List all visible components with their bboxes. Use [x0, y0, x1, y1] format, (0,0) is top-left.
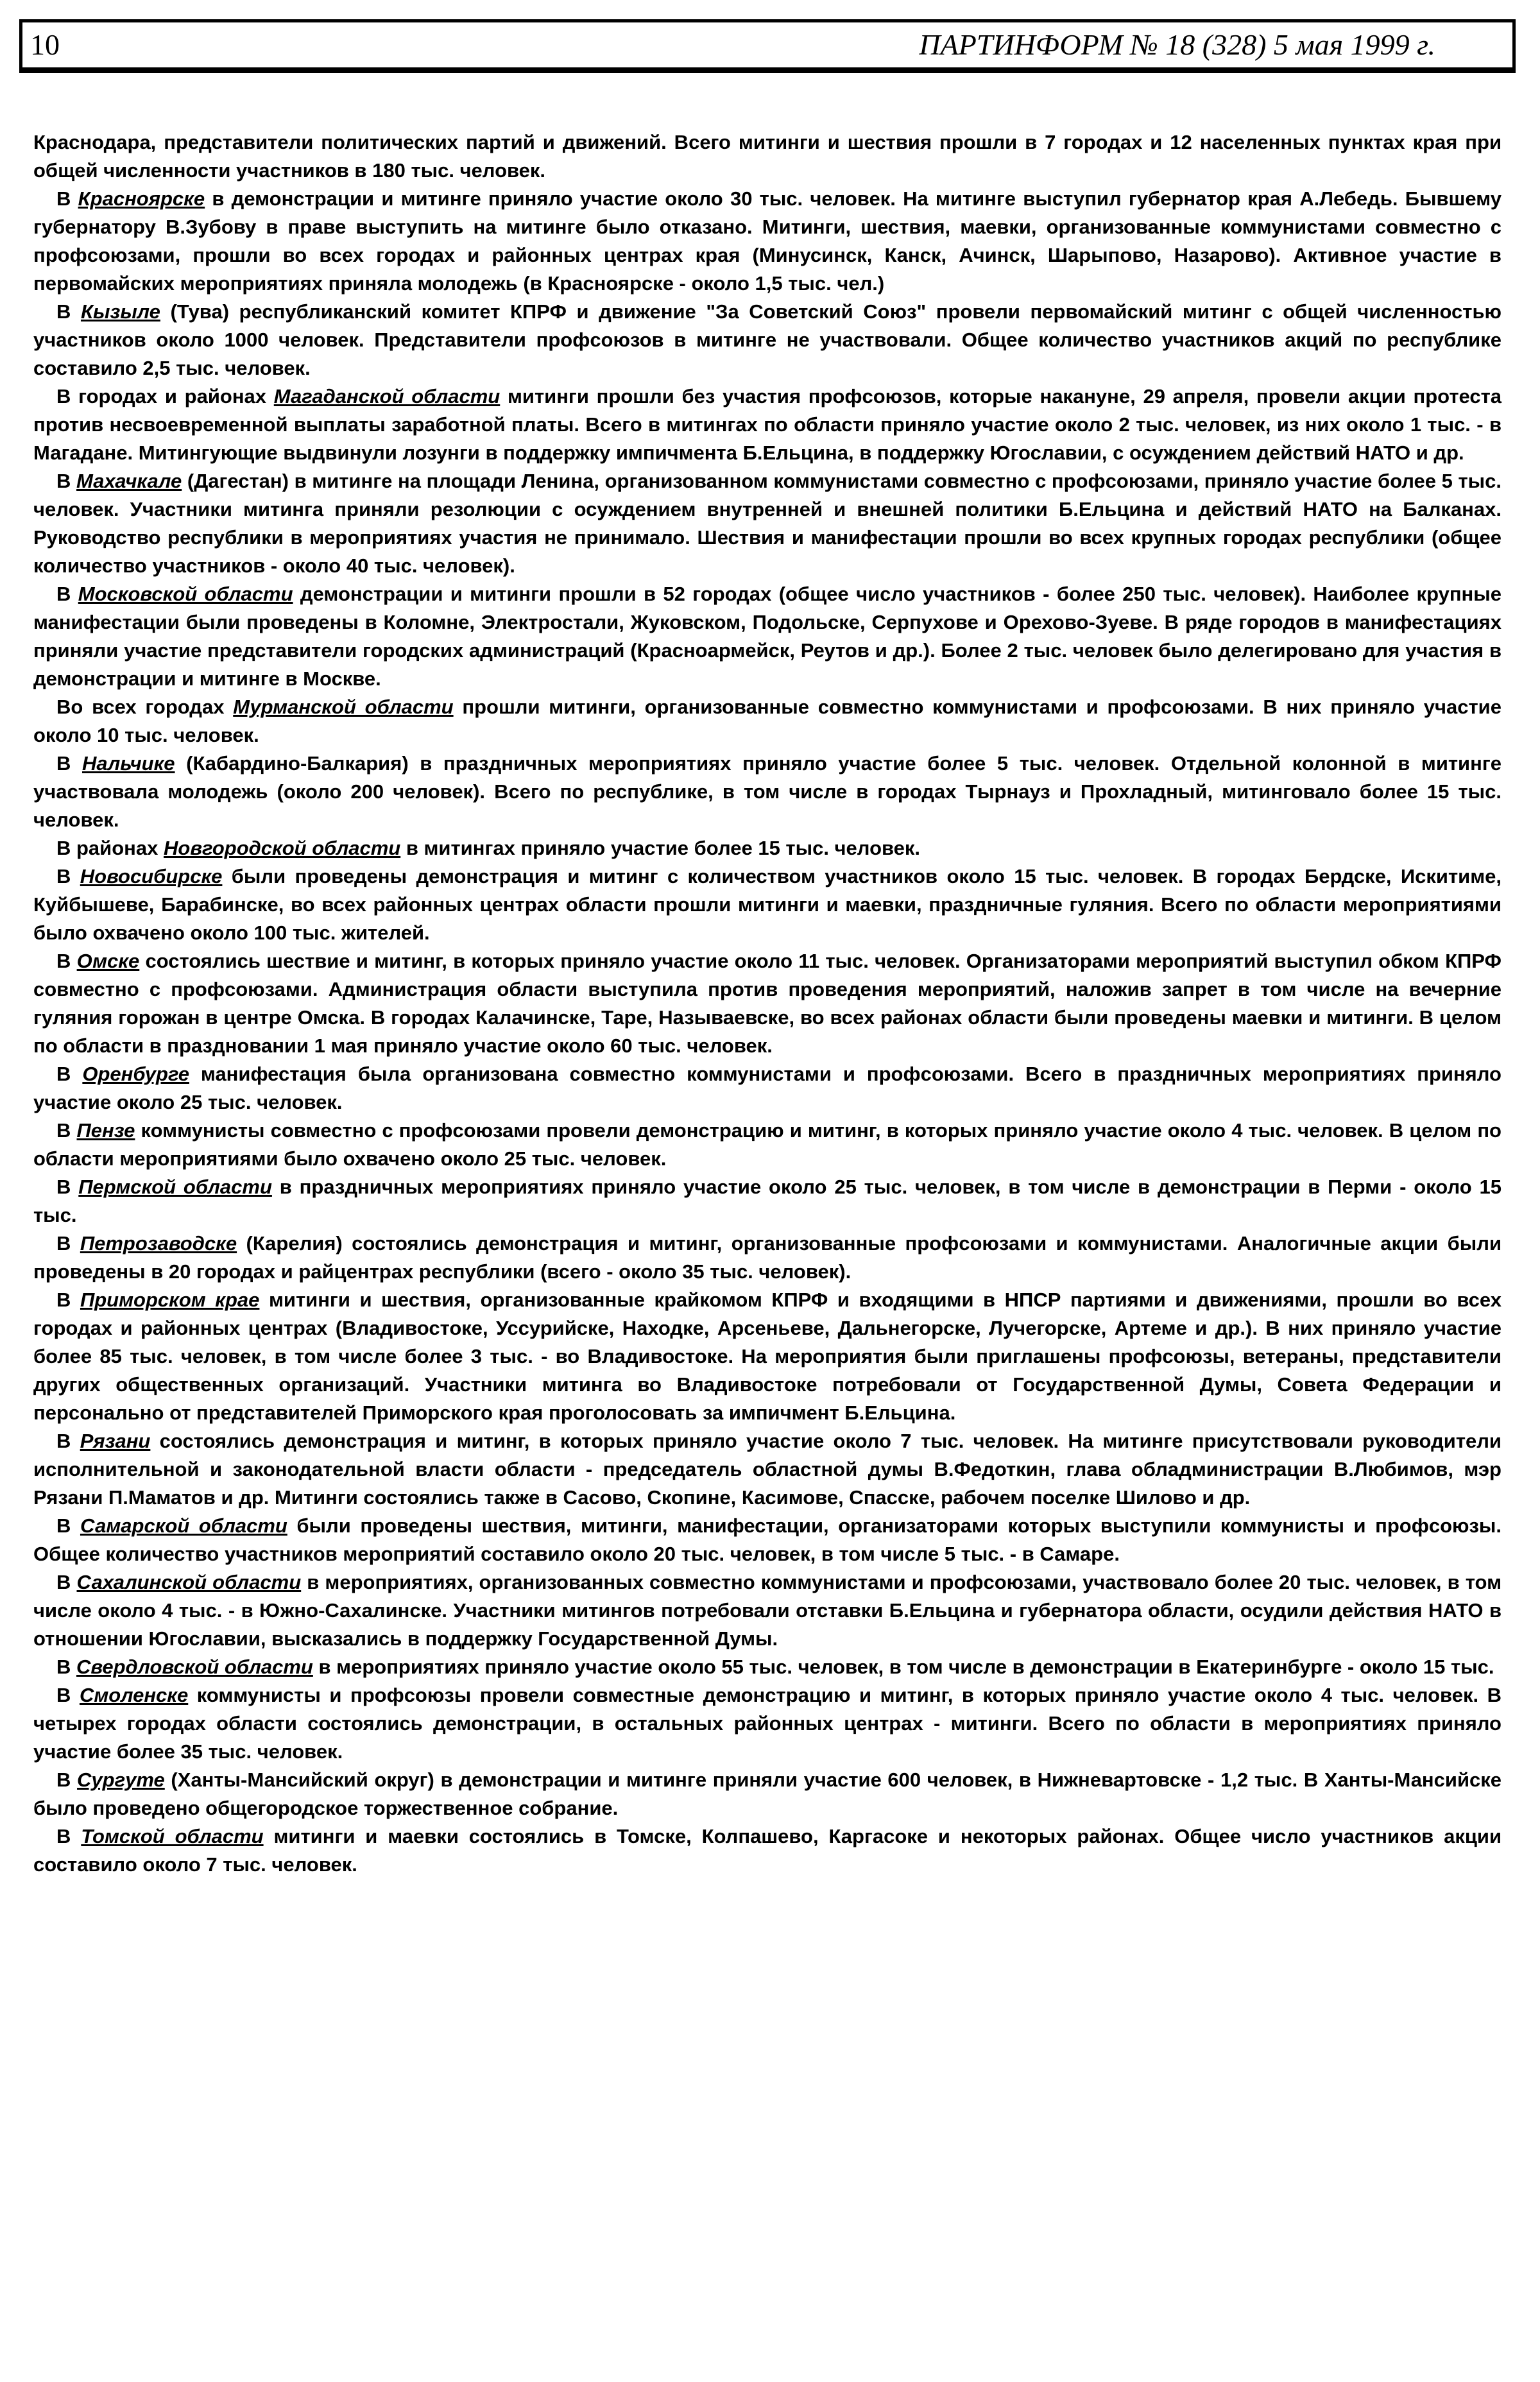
paragraph [33, 298, 1502, 382]
paragraph [33, 1568, 1502, 1653]
place-name: Мурманской области [233, 696, 454, 718]
place-name: Московской области [78, 583, 293, 605]
place-name: Красноярске [78, 187, 205, 210]
place-name: Махачкале [76, 470, 182, 492]
paragraph-lead: В [56, 583, 78, 605]
paragraph-text: были проведены шествия, митинги, манифестации, организаторами которых выступили коммунисты и профсоюзы. Общее количество участников мероприятий составило около 20 тыс. человек, в том числе 5 тыс. - в Самаре. [33, 1514, 1502, 1565]
paragraph [33, 1286, 1502, 1427]
paragraph [33, 1427, 1502, 1512]
paragraph [33, 1653, 1502, 1681]
paragraph [33, 1822, 1502, 1879]
paragraph-lead: В [56, 1825, 81, 1847]
place-name: Сахалинской области [76, 1571, 302, 1593]
paragraph-text: в митингах приняло участие более 15 тыс. человек. [400, 837, 921, 859]
paragraph [33, 1230, 1502, 1286]
place-name: Пермской области [78, 1176, 272, 1198]
paragraph-text: были проведены демонстрация и митинг с количеством участников около 15 тыс. человек. В городах Бердске, Искитиме, Куйбышеве, Барабинске, во всех районных центрах области прошли митинги и маевки, праздничные гуляния. Всего по области мероприятиями было охвачено около 100 тыс. жителей. [33, 865, 1502, 944]
paragraph-text: в праздничных мероприятиях приняло участие около 25 тыс. человек, в том числе в демонстрации в Перми - около 15 тыс. [33, 1176, 1502, 1226]
paragraph-lead: В [56, 1232, 80, 1255]
page-number: 10 [30, 28, 60, 61]
place-name: Пензе [76, 1119, 135, 1142]
paragraph [33, 947, 1502, 1060]
paragraph-lead: В [56, 1289, 80, 1311]
paragraph-text: коммунисты и профсоюзы провели совместные демонстрацию и митинг, в которых приняло участие около 4 тыс. человек. В четырех городах области состоялись демонстрации, в остальных районных центрах - митинги. Всего по области в мероприятиях приняло участие более 35 тыс. человек. [33, 1684, 1502, 1763]
paragraph [33, 1060, 1502, 1117]
paragraph-lead: В [56, 1063, 83, 1085]
place-name: Свердловской области [76, 1656, 313, 1678]
place-name: Петрозаводске [80, 1232, 237, 1255]
paragraph-lead: В районах [56, 837, 164, 859]
paragraph [33, 580, 1502, 693]
place-name: Томской области [81, 1825, 264, 1847]
paragraph-text: Краснодара, представители политических партий и движений. Всего митинги и шествия прошли в 7 городах и 12 населенных пунктах края при общей численности участников в 180 тыс. человек. [33, 131, 1502, 182]
place-name: Нальчике [81, 752, 175, 775]
paragraph-lead: В [56, 1176, 79, 1198]
paragraph [33, 467, 1502, 580]
paragraph-lead: В [56, 300, 81, 323]
place-name: Новосибирске [80, 865, 223, 887]
paragraph-text: демонстрации и митинги прошли в 52 городах (общее число участников - более 250 тыс. человек). Наиболее крупные манифестации были проведены в Коломне, Электростали, Жуковском, Подольске, Серпухове и Орехово-Зуеве. В ряде городов в манифестациях приняли участие представители городских администраций (Красноармейск, Реутов и др.). Более 2 тыс. человек было делегировано для участия в демонстрации и митинге в Москве. [33, 583, 1502, 690]
paragraph-text: (Кабардино-Балкария) в праздничных мероприятиях приняло участие более 5 тыс. человек. Отдельной колонной в митинге участвовала молодежь (около 200 человек). Всего по республике, в том числе в городах Тырнауз и Прохладный, митинговало более 15 тыс. человек. [33, 752, 1502, 831]
paragraph [33, 382, 1502, 467]
paragraph-text: (Дагестан) в митинге на площади Ленина, организованном коммунистами совместно с профсоюзами, приняло участие более 5 тыс. человек. Участники митинга приняли резолюции с осуждением внутренней и внешней политики Б.Ельцина и действий НАТО на Балканах. Руководство республики в мероприятиях участия не принимало. Шествия и манифестации прошли во всех крупных городах республики (общее количество участников - около 40 тыс. человек). [33, 470, 1502, 577]
paragraph-text: состоялись шествие и митинг, в которых приняло участие около 11 тыс. человек. Организаторами мероприятий выступил обком КПРФ совместно с профсоюзами. Администрация области выступила против проведения мероприятий, наложив запрет в том числе на вечерние гуляния горожан в центре Омска. В городах Калачинске, Таре, Называевске, во всех районах области были проведены маевки и митинги. В целом по области в праздновании 1 мая приняло участие около 60 тыс. человек. [33, 950, 1502, 1057]
paragraph [33, 834, 1502, 862]
paragraph [33, 1117, 1502, 1173]
article-body [33, 128, 1502, 1879]
place-name: Сургуте [77, 1769, 165, 1791]
paragraph-text: манифестация была организована совместно коммунистами и профсоюзами. Всего в праздничных мероприятиях приняло участие около 25 тыс. человек. [33, 1063, 1502, 1113]
paragraph-lead: В городах и районах [56, 385, 274, 407]
paragraph-text: в мероприятиях, организованных совместно коммунистами и профсоюзами, участвовало более 20 тыс. человек, в том числе около 4 тыс. - в Южно-Сахалинске. Участники митингов потребовали отставки Б.Ельцина и губернатора области, осудили действия НАТО в отношении Югославии, высказались в поддержку Государственной Думы. [33, 1571, 1502, 1650]
place-name: Рязани [80, 1430, 151, 1452]
paragraph-text: митинги и шествия, организованные крайкомом КПРФ и входящими в НПСР партиями и движениями, прошли во всех городах и районных центрах (Владивостоке, Уссурийске, Находке, Арсеньеве, Дальнегорске, Лучегорске, Артеме и др.). В них приняло участие более 85 тыс. человек, в том числе более 3 тыс. - во Владивостоке. На мероприятия были приглашены профсоюзы, ветераны, представители других общественных организаций. Участники митинга во Владивостоке потребовали от Государственной Думы, Совета Федерации и персонально от представителей Приморского края проголосовать за импичмент Б.Ельцина. [33, 1289, 1502, 1424]
paragraph [33, 693, 1502, 750]
place-name: Самарской области [80, 1514, 287, 1537]
place-name: Смоленске [79, 1684, 189, 1706]
paragraph-text: митинги и маевки состоялись в Томске, Колпашево, Каргасоке и некоторых районах. Общее число участников акции составило около 7 тыс. человек. [33, 1825, 1502, 1876]
paragraph-lead: В [56, 1571, 77, 1593]
page-header [19, 19, 1516, 73]
paragraph-text: прошли митинги, организованные совместно коммунистами и профсоюзами. В них приняло участие около 10 тыс. человек. [33, 696, 1502, 746]
paragraph [33, 1173, 1502, 1230]
place-name: Омске [76, 950, 140, 972]
paragraph-text: митинги прошли без участия профсоюзов, которые накануне, 29 апреля, провели акции протеста против несвоевременной выплаты заработной платы. Всего в митингах по области приняло участие около 2 тыс. человек, из них около 1 тыс. - в Магадане. Митингующие выдвинули лозунги в поддержку импичмента Б.Ельцина, в поддержку Югославии, с осуждением действий НАТО и др. [33, 385, 1502, 464]
paragraph-lead: В [56, 1656, 76, 1678]
paragraph-text: (Тува) республиканский комитет КПРФ и движение "За Советский Союз" провели первомайский митинг с общей численностью участников около 1000 человек. Представители профсоюзов в митинге не участвовали. Общее количество участников акций по республике составило 2,5 тыс. человек. [33, 300, 1502, 379]
paragraph [33, 750, 1502, 834]
paragraph-lead: В [56, 1119, 77, 1142]
issue-title: ПАРТИНФОРМ № 18 (328) 5 мая 1999 г. [919, 28, 1435, 61]
paragraph-text: в демонстрации и митинге приняло участие около 30 тыс. человек. На митинге выступил губернатор края А.Лебедь. Бывшему губернатору В.Зубову в праве выступить на митинге было отказано. Митинги, шествия, маевки, организованные коммунистами совместно с профсоюзами, прошли во всех городах и районных центрах края (Минусинск, Канск, Ачинск, Шарыпово, Назарово). Активное участие в первомайских мероприятиях приняла молодежь (в Красноярске - около 1,5 тыс. чел.) [33, 187, 1502, 295]
paragraph-lead: В [56, 1684, 80, 1706]
place-name: Приморском крае [80, 1289, 260, 1311]
paragraph-text: в мероприятиях приняло участие около 55 тыс. человек, в том числе в демонстрации в Екатеринбурге - около 15 тыс. [312, 1656, 1494, 1678]
paragraph [33, 185, 1502, 298]
paragraph [33, 128, 1502, 185]
paragraph-lead: В [56, 865, 80, 887]
place-name: Кызыле [80, 300, 160, 323]
paragraph [33, 1681, 1502, 1766]
paragraph [33, 1512, 1502, 1568]
paragraph-lead: В [56, 950, 77, 972]
paragraph-text: состоялись демонстрация и митинг, в которых приняло участие около 7 тыс. человек. На митинге присутствовали руководители исполнительной и законодательной власти области - председатель областной думы В.Федоткин, глава обладминистрации В.Любимов, мэр Рязани П.Маматов и др. Митинги состоялись также в Сасово, Скопине, Касимове, Спасске, рабочем поселке Шилово и др. [33, 1430, 1502, 1509]
paragraph-text: (Ханты-Мансийский округ) в демонстрации и митинге приняли участие 600 человек, в Нижневартовске - 1,2 тыс. В Ханты-Мансийске было проведено общегородское торжественное собрание. [33, 1769, 1502, 1819]
place-name: Новгородской области [164, 837, 401, 859]
paragraph-lead: Во всех городах [56, 696, 234, 718]
paragraph-lead: В [56, 187, 78, 210]
place-name: Оренбурге [82, 1063, 189, 1085]
paragraph-lead: В [56, 1430, 80, 1452]
paragraph-text: коммунисты совместно с профсоюзами провели демонстрацию и митинг, в которых приняло участие около 4 тыс. человек. В целом по области мероприятиями было охвачено около 25 тыс. человек. [33, 1119, 1502, 1170]
paragraph-lead: В [56, 470, 77, 492]
paragraph-lead: В [56, 1769, 78, 1791]
paragraph [33, 862, 1502, 947]
paragraph-lead: В [56, 752, 82, 775]
paragraph-text: (Карелия) состоялись демонстрация и митинг, организованные профсоюзами и коммунистами. Аналогичные акции были проведены в 20 городах и райцентрах республики (всего - около 35 тыс. человек). [33, 1232, 1502, 1283]
place-name: Магаданской области [273, 385, 501, 407]
paragraph [33, 1766, 1502, 1822]
paragraph-lead: В [56, 1514, 80, 1537]
